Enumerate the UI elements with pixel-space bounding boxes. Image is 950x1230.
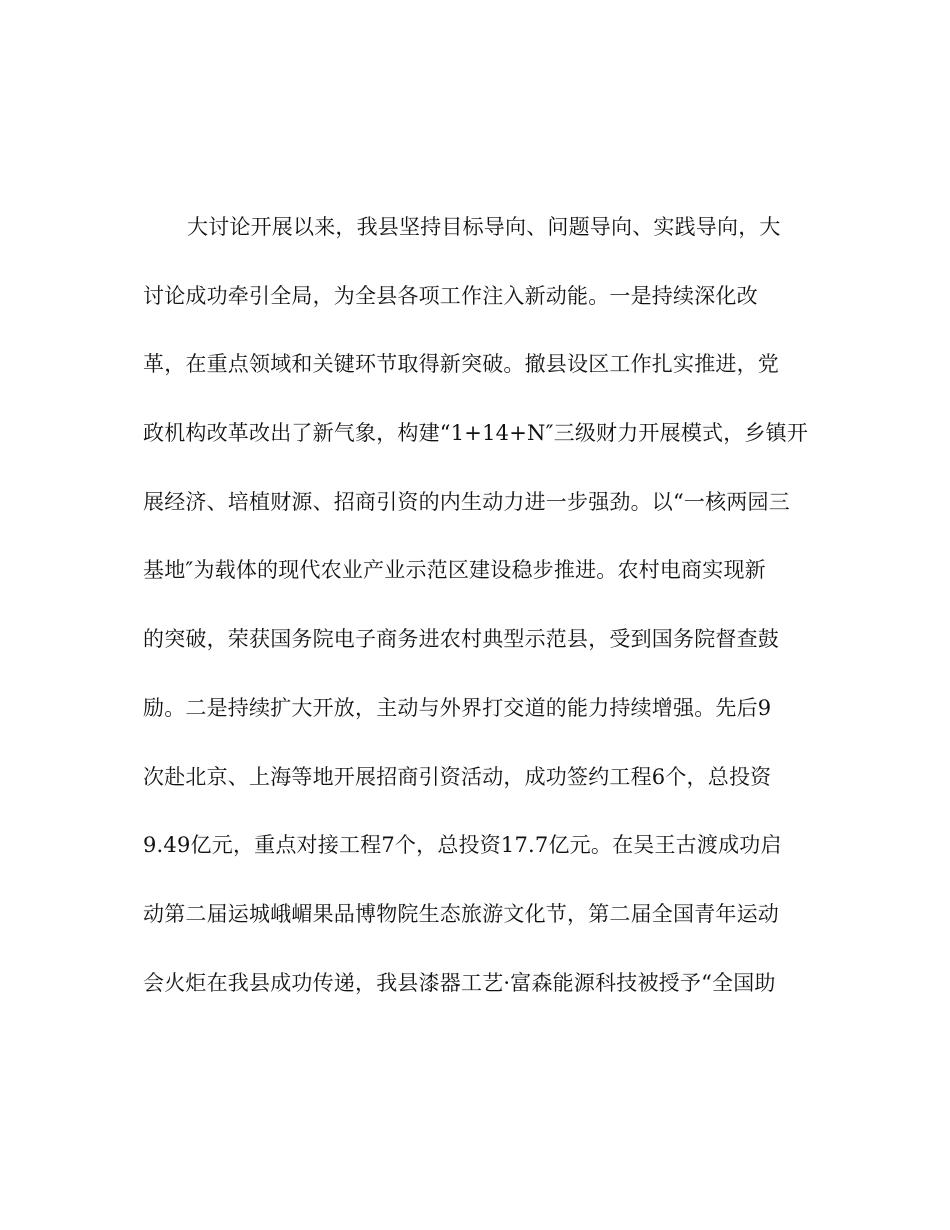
paragraph-line: 会火炬在我县成功传递，我县漆器工艺·富森能源科技被授予“全国助: [143, 970, 776, 995]
paragraph-line: 次赴北京、上海等地开展招商引资活动，成功签约工程6个，总投资: [143, 764, 772, 789]
paragraph-line: 大讨论开展以来，我县坚持目标导向、问题导向、实践导向，大: [187, 215, 781, 239]
paragraph-line: 9.49亿元，重点对接工程7个，总投资17.7亿元。在吴王古渡成功启: [143, 833, 782, 858]
paragraph-line: 基地″为载体的现代农业产业示范区建设稳步推进。农村电商实现新: [143, 558, 766, 583]
paragraph-line: 政机构改革改出了新气象，构建“1+14+N″三级财力开展模式，乡镇开: [143, 421, 809, 446]
body-paragraph: [143, 207, 823, 1031]
paragraph-line: 的突破，荣获国务院电子商务进农村典型示范县，受到国务院督查鼓: [143, 627, 779, 652]
paragraph-line: 动第二届运城峨嵋果品博物院生态旅游文化节，第二届全国青年运动: [143, 901, 779, 926]
paragraph-line: 展经济、培植财源、招商引资的内生动力进一步强劲。以“一核两园三: [143, 489, 790, 514]
paragraph-line: 励。二是持续扩大开放，主动与外界打交道的能力持续增强。先后9: [143, 695, 772, 720]
paragraph-line: 革，在重点领域和关键环节取得新突破。撤县设区工作扎实推进，党: [143, 352, 779, 377]
paragraph-line: 讨论成功牵引全局，为全县各项工作注入新动能。一是持续深化改: [143, 283, 758, 308]
